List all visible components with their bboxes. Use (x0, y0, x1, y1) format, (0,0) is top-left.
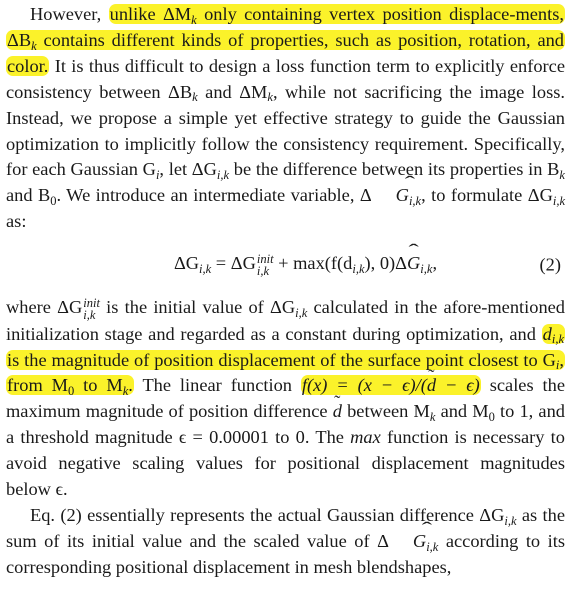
subscript: k (559, 168, 565, 183)
superscript: init (83, 295, 100, 310)
text-span: However, (30, 4, 109, 24)
text-span: , to formulate ΔG (421, 185, 553, 206)
d-tilde-symbol: d ˜ (427, 373, 436, 399)
eq-term: ), 0)Δ (364, 252, 407, 273)
text-span: . (128, 375, 133, 396)
subscript: i,k (408, 194, 422, 209)
text-span: function is necessary to avoid negative scaling values for positional displacement magnitudes below ϵ. (6, 427, 565, 500)
text-span: as: (6, 211, 27, 232)
text-span: . We introduce an intermediate variable, Δ (56, 185, 372, 206)
subscript: i,k (216, 168, 230, 183)
eq-term: + max(f(d (273, 252, 353, 273)
paragraph-3 (6, 503, 565, 581)
paper-page (6, 2, 565, 581)
equation-number: (2) (539, 254, 561, 275)
subscript: i,k (256, 263, 270, 278)
text-span: between M (341, 401, 430, 422)
text-span: f(x) = (x − ϵ)/( (301, 375, 427, 396)
text-span: unlike ΔM (109, 4, 192, 24)
g-hat-symbol: G ˆ (372, 183, 409, 209)
text-span: where ΔG (6, 297, 83, 318)
subscript: 0 (68, 384, 75, 399)
sub-superscript (256, 251, 274, 278)
paragraph-2 (6, 295, 565, 503)
subscript: i (155, 168, 160, 183)
text-span: and M (435, 401, 489, 422)
text-span: as the sum of its initial value and the scaled value of Δ (6, 505, 565, 551)
text-span: scales the maximum magnitude of position difference (6, 375, 565, 422)
text-span: The linear function (133, 375, 301, 396)
subscript: i,k (504, 513, 517, 528)
subscript: i,k (352, 261, 365, 276)
subscript: i,k (83, 307, 96, 322)
text-span: be the difference between its properties in B (229, 159, 560, 180)
text-span: max (350, 427, 381, 448)
subscript: i,k (552, 194, 566, 209)
text-span: d (542, 323, 552, 344)
eq-term: = ΔG (211, 252, 256, 273)
superscript: init (256, 251, 274, 266)
subscript: i,k (551, 332, 564, 347)
text-span: − ϵ) (436, 375, 480, 396)
text-span: and ΔM (197, 81, 268, 102)
text-span: , from M (7, 349, 564, 396)
text-span: to 1, and a threshold magnitude ϵ = 0.00001 to 0. The (6, 401, 565, 448)
subscript: i,k (295, 305, 308, 320)
paragraph-1 (6, 2, 565, 235)
subscript: i (555, 358, 560, 373)
eq-term: ΔG (173, 252, 200, 273)
equation-body (174, 253, 437, 278)
d-tilde-symbol: d ˜ (333, 399, 342, 425)
text-span: only containing vertex position displace-ments, ΔB (7, 4, 564, 50)
subscript: 0 (50, 194, 57, 209)
highlight-3[interactable] (301, 375, 481, 395)
subscript: k (191, 12, 197, 27)
text-span: according to its corresponding positional displacement in mesh blendshapes, (6, 530, 565, 577)
text-span: and B (6, 185, 51, 206)
subscript: k (429, 410, 436, 425)
subscript: k (192, 90, 198, 105)
g-hat-symbol: G ˆ (389, 529, 426, 555)
text-span: contains different kinds of properties, such as position, rotation, and color. (7, 29, 564, 76)
subscript: 0 (488, 410, 495, 425)
text-span: Eq. (2) essentially represents the actual Gaussian difference ΔG (30, 505, 505, 525)
text-span: It is thus difficult to design a loss function term to explicitly enforce consistency between ΔB (6, 55, 565, 102)
equation-2 (6, 235, 565, 295)
sub-superscript (83, 295, 100, 322)
subscript: k (267, 90, 273, 105)
text-span: is the magnitude of position displacement of the surface point closest to G (7, 349, 556, 370)
subscript: i,k (420, 261, 433, 276)
text-span: , let ΔG (159, 159, 217, 180)
eq-term: , (432, 252, 438, 273)
g-hat-symbol: G ˆ (407, 253, 420, 274)
subscript: i,k (426, 539, 439, 554)
text-span: calculated in the afore-mentioned initialization stage and regarded as a constant during optimization, and (6, 297, 565, 344)
text-span: is the initial value of ΔG (99, 297, 296, 318)
subscript: i,k (199, 261, 212, 276)
text-span: to M (74, 375, 123, 396)
subscript: k (31, 38, 37, 53)
subscript: k (122, 384, 129, 399)
text-span: , while not sacrificing the image loss. Instead, we propose a simple yet effective strategy to guide the Gaussian optimization to implicitly follow the consistency requirement. Specifically, for each Gaussian G (6, 81, 565, 180)
